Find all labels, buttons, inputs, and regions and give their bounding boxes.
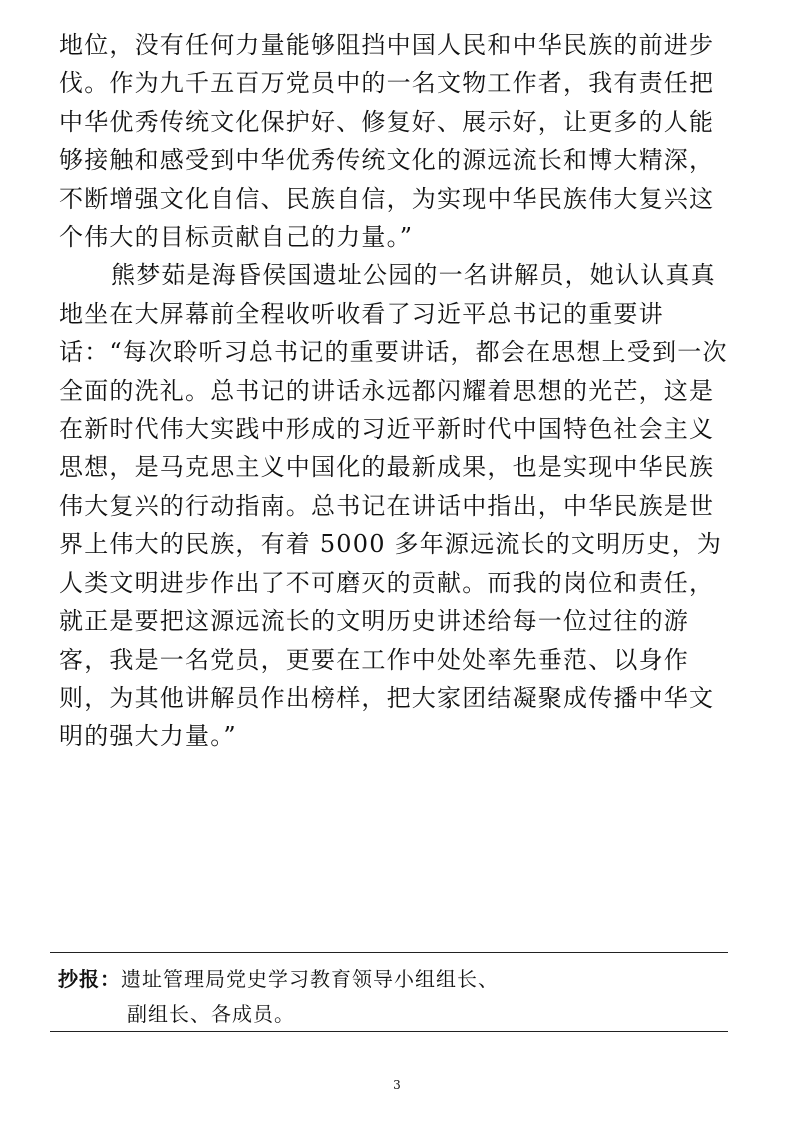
- body-text: [59, 26, 739, 756]
- cc-label: 抄报：: [58, 967, 121, 991]
- cc-top-rule: [50, 952, 728, 953]
- cc-bottom-rule: [50, 1031, 728, 1032]
- paragraph-guide-quote: 熊梦茹是海昏侯国遗址公园的一名讲解员，她认认真真地坐在大屏幕前全程收听收看了习近平总书记的重要讲话：“每次聆听习总书记的重要讲话，都会在思想上受到一次全面的洗礼。总书记的讲话永远都闪耀着思想的光芒，这是在新时代伟大实践中形成的习近平新时代中国特色社会主义思想，是马克思主义中国化的最新成果，也是实现中华民族伟大复兴的行动指南。总书记在讲话中指出，中华民族是世界上伟大的民族，有着 5000 多年源远流长的文明历史，为人类文明进步作出了不可磨灭的贡献。而我的岗位和责任，就正是要把这源远流长的文明历史讲述给每一位过往的游客，我是一名党员，更要在工作中处处率先垂范、以身作则，为其他讲解员作出榜样，把大家团结凝聚成传播中华文明的强大力量。”: [59, 261, 728, 751]
- page-number: 3: [393, 1078, 401, 1092]
- cc-recipients-line1: 遗址管理局党史学习教育领导小组组长、: [121, 967, 499, 991]
- cc-recipients-line2: 副组长、各成员。: [127, 1002, 295, 1026]
- paragraph-continuation: 地位，没有任何力量能够阻挡中国人民和中华民族的前进步伐。作为九千五百万党员中的一名文物工作者，我有责任把中华优秀传统文化保护好、修复好、展示好，让更多的人能够接触和感受到中华优秀传统文化的源远流长和博大精深，不断增强文化自信、民族自信，为实现中华民族伟大复兴这个伟大的目标贡献自己的力量。”: [59, 31, 715, 252]
- cc-first-line: [58, 962, 728, 997]
- cc-block: [58, 962, 728, 1032]
